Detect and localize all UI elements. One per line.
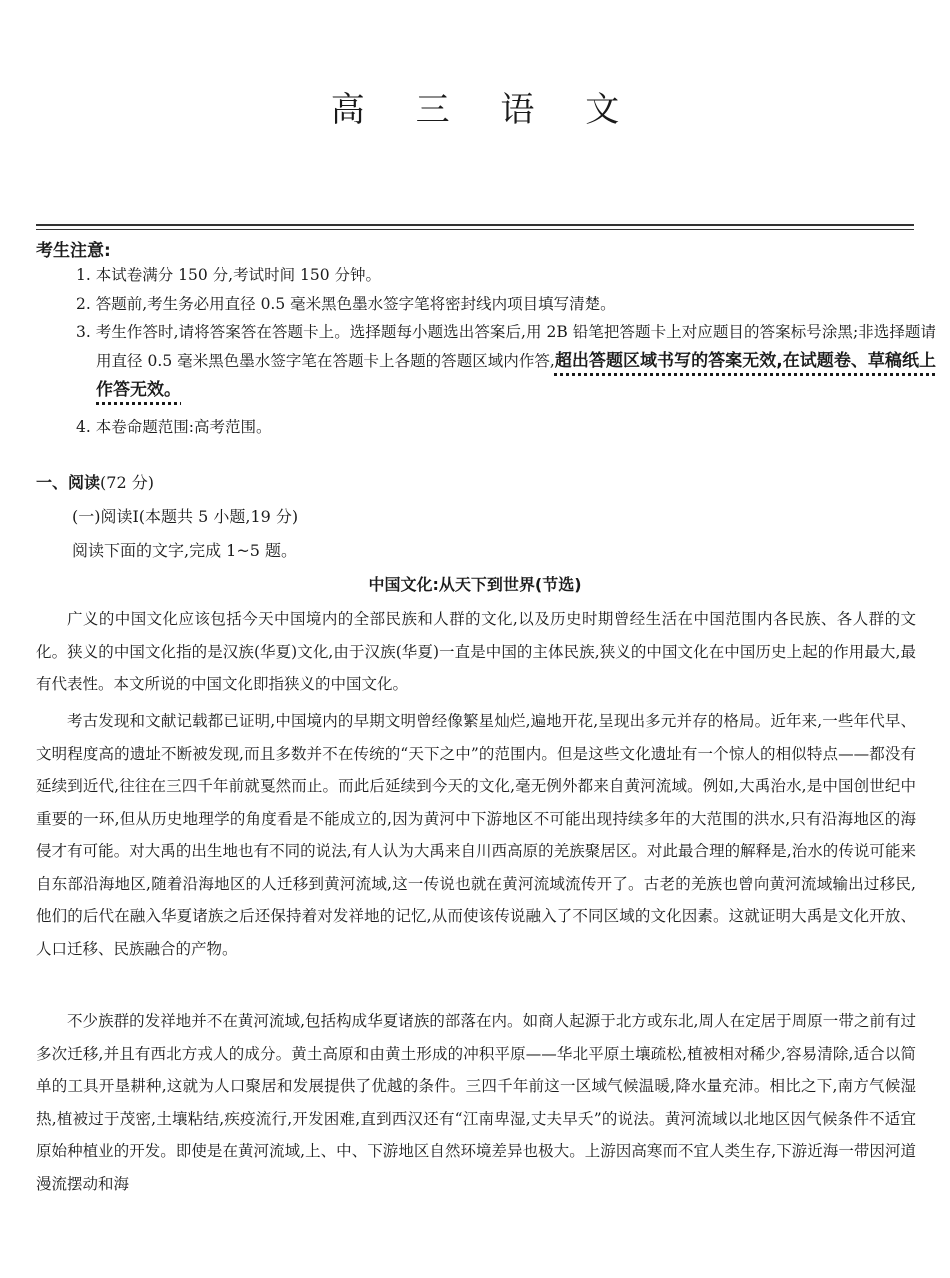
notice-item-1: 1. 本试卷满分 150 分,考试时间 150 分钟。 [76, 266, 382, 284]
exam-title: 高 三 语 文 [330, 90, 640, 130]
notice-item-2: 2. 答题前,考生务必用直径 0.5 毫米黑色墨水签字笔将密封线内项目填写清楚。 [76, 295, 616, 313]
section-heading-label: 一、阅读 [36, 473, 101, 492]
article-paragraph: 广义的中国文化应该包括今天中国境内的全部民族和人群的文化,以及历史时期曾经生活在中国范围内各民族、各人群的文化。狭义的中国文化指的是汉族(华夏)文化,由于汉族(华夏)一直是中国的主体民族,狭义的中国文化在中国历史上起的作用最大,最有代表性。本文所说的中国文化即指狭义的中国文化。 [36, 610, 916, 693]
section-instruction: 阅读下面的文字,完成 1~5 题。 [72, 541, 298, 560]
notice-item-3-text: 3. 考生作答时,请将答案答在答题卡上。选择题每小题选出答案后,用 2B 铅笔把答题卡上对应题目的答案标号涂黑;非选择题请用直径 0.5 毫米黑色墨水签字笔在答题卡上各题的答题区域内作答, [76, 323, 936, 370]
section-subheading: (一)阅读Ⅰ(本题共 5 小题,19 分) [72, 507, 299, 526]
notice-item-4: 4. 本卷命题范围:高考范围。 [76, 418, 272, 436]
notice-item-3-emphasis: 超出答题区域书写的答案无效,在试题卷、草稿纸上作答无效。 [96, 351, 936, 400]
section-heading [36, 468, 154, 498]
article-paragraph: 不少族群的发祥地并不在黄河流域,包括构成华夏诸族的部落在内。如商人起源于北方或东北,周人在定居于周原一带之前有过多次迁移,并且有西北方戎人的成分。黄土高原和由黄土形成的冲积平原——华北平原土壤疏松,植被相对稀少,容易清除,适合以简单的工具开垦耕种,这就为人口聚居和发展提供了优越的条件。三四千年前这一区域气候温暖,降水量充沛。相比之下,南方气候湿热,植被过于茂密,土壤粘结,疾疫流行,开发困难,直到西汉还有“江南卑湿,丈夫早夭”的说法。黄河流域以北地区因气候条件不适宜原始种植业的开发。即使是在黄河流域,上、中、下游地区自然环境差异也极大。上游因高寒而不宜人类生存,下游近海一带因河道漫流摆动和海 [36, 1012, 916, 1193]
header-divider [36, 224, 914, 230]
notice-heading: 考生注意: [36, 241, 111, 261]
article-paragraph: 考古发现和文献记载都已证明,中国境内的早期文明曾经像繁星灿烂,遍地开花,呈现出多元并存的格局。近年来,一些年代早、文明程度高的遗址不断被发现,而且多数并不在传统的“天下之中”的范围内。但是这些文化遗址有一个惊人的相似特点——都没有延续到近代,往往在三四千年前就戛然而止。而此后延续到今天的文化,毫无例外都来自黄河流域。例如,大禹治水,是中国创世纪中重要的一环,但从历史地理学的角度看是不能成立的,因为黄河中下游地区不可能出现持续多年的大范围的洪水,只有沿海地区的海侵才有可能。对大禹的出生地也有不同的说法,有人认为大禹来自川西高原的羌族聚居区。对此最合理的解释是,治水的传说可能来自东部沿海地区,随着沿海地区的人迁移到黄河流域,这一传说也就在黄河流域流传开了。古老的羌族也曾向黄河流域输出过移民,他们的后代在融入华夏诸族之后还保持着对发祥地的记忆,从而使该传说融入了不同区域的文化因素。这就证明大禹是文化开放、人口迁移、民族融合的产物。 [36, 712, 916, 958]
article-title: 中国文化:从天下到世界(节选) [368, 575, 582, 594]
section-heading-score: (72 分) [100, 473, 154, 492]
notice-item-3 [76, 318, 936, 405]
